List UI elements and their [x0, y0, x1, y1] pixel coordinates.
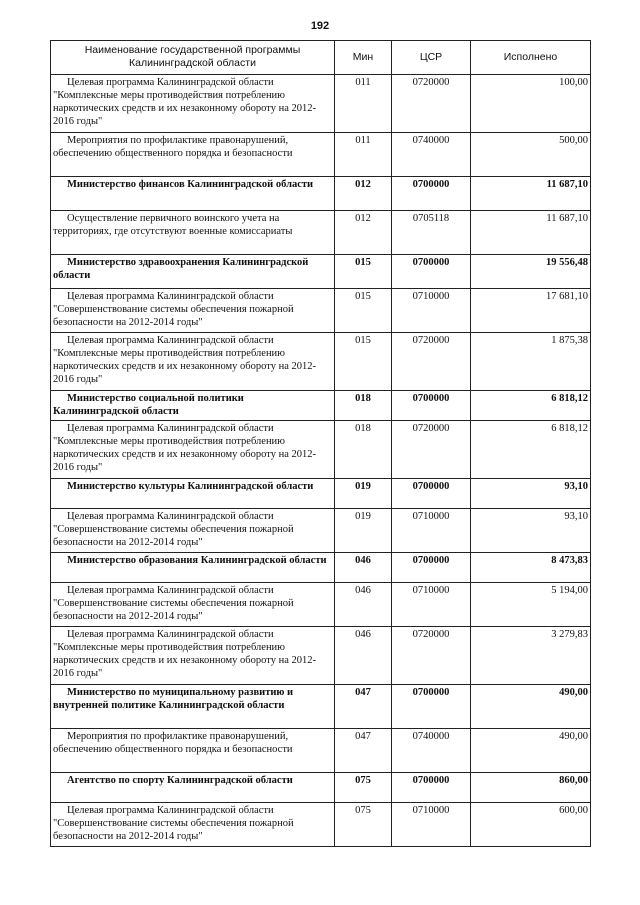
budget-table — [50, 40, 591, 847]
table-row-ministry — [51, 553, 591, 583]
cell-min: 019 — [335, 479, 392, 509]
cell-min: 015 — [335, 289, 392, 333]
table-row-ministry — [51, 177, 591, 211]
cell-name: Осуществление первичного воинского учета на территориях, где отсутствуют военные комиссариаты — [51, 211, 335, 255]
cell-name: Мероприятия по профилактике правонарушений, обеспечению общественного порядка и безопасности — [51, 133, 335, 177]
header-min: Мин — [335, 41, 392, 75]
cell-min: 011 — [335, 133, 392, 177]
cell-min: 018 — [335, 391, 392, 421]
cell-csr: 0710000 — [392, 583, 471, 627]
cell-name: Министерство социальной политики Калининградской области — [51, 391, 335, 421]
table-row — [51, 509, 591, 553]
cell-name: Целевая программа Калининградской области "Совершенствование системы обеспечения пожарной безопасности на 2012-2014 годы" — [51, 803, 335, 847]
cell-min: 046 — [335, 553, 392, 583]
cell-csr: 0705118 — [392, 211, 471, 255]
cell-csr: 0710000 — [392, 289, 471, 333]
cell-min: 047 — [335, 685, 392, 729]
cell-sum: 490,00 — [471, 685, 591, 729]
cell-csr: 0700000 — [392, 177, 471, 211]
cell-name: Агентство по спорту Калининградской области — [51, 773, 335, 803]
cell-name: Целевая программа Калининградской области "Комплексные меры противодействия потреблению наркотических средств и их незаконному обороту на 2012-2016 годы" — [51, 75, 335, 133]
cell-name: Министерство здравоохранения Калининградской области — [51, 255, 335, 289]
cell-sum: 490,00 — [471, 729, 591, 773]
cell-sum: 600,00 — [471, 803, 591, 847]
cell-csr: 0740000 — [392, 133, 471, 177]
cell-sum: 6 818,12 — [471, 391, 591, 421]
table-row-ministry — [51, 685, 591, 729]
table-row — [51, 729, 591, 773]
cell-csr: 0720000 — [392, 333, 471, 391]
cell-csr: 0710000 — [392, 803, 471, 847]
cell-name: Целевая программа Калининградской области "Комплексные меры противодействия потреблению наркотических средств и их незаконному обороту на 2012-2016 годы" — [51, 333, 335, 391]
cell-min: 075 — [335, 773, 392, 803]
cell-name: Министерство образования Калининградской области — [51, 553, 335, 583]
cell-name: Министерство культуры Калининградской области — [51, 479, 335, 509]
cell-min: 075 — [335, 803, 392, 847]
cell-csr: 0720000 — [392, 75, 471, 133]
cell-csr: 0720000 — [392, 627, 471, 685]
cell-csr: 0740000 — [392, 729, 471, 773]
cell-sum: 93,10 — [471, 509, 591, 553]
header-name: Наименование государственной программы Калининградской области — [51, 41, 335, 75]
table-row — [51, 289, 591, 333]
cell-sum: 8 473,83 — [471, 553, 591, 583]
cell-csr: 0700000 — [392, 553, 471, 583]
cell-csr: 0700000 — [392, 773, 471, 803]
cell-min: 011 — [335, 75, 392, 133]
table-body — [51, 75, 591, 847]
cell-csr: 0720000 — [392, 421, 471, 479]
cell-csr: 0700000 — [392, 479, 471, 509]
cell-csr: 0700000 — [392, 255, 471, 289]
cell-sum: 11 687,10 — [471, 177, 591, 211]
cell-sum: 6 818,12 — [471, 421, 591, 479]
cell-min: 012 — [335, 211, 392, 255]
table-row — [51, 421, 591, 479]
cell-csr: 0700000 — [392, 391, 471, 421]
header-csr: ЦСР — [392, 41, 471, 75]
cell-sum: 3 279,83 — [471, 627, 591, 685]
cell-min: 015 — [335, 333, 392, 391]
table-row — [51, 133, 591, 177]
table-row — [51, 333, 591, 391]
cell-sum: 17 681,10 — [471, 289, 591, 333]
table-row — [51, 803, 591, 847]
table-header-row — [51, 41, 591, 75]
cell-csr: 0700000 — [392, 685, 471, 729]
page-number: 192 — [310, 20, 330, 32]
cell-sum: 5 194,00 — [471, 583, 591, 627]
table-row-ministry — [51, 773, 591, 803]
table-row — [51, 211, 591, 255]
cell-sum: 500,00 — [471, 133, 591, 177]
cell-min: 012 — [335, 177, 392, 211]
table-row — [51, 75, 591, 133]
cell-csr: 0710000 — [392, 509, 471, 553]
cell-sum: 100,00 — [471, 75, 591, 133]
cell-sum: 19 556,48 — [471, 255, 591, 289]
table-row-ministry — [51, 255, 591, 289]
cell-name: Целевая программа Калининградской области "Совершенствование системы обеспечения пожарной безопасности на 2012-2014 годы" — [51, 289, 335, 333]
cell-min: 046 — [335, 627, 392, 685]
cell-name: Министерство по муниципальному развитию и внутренней политике Калининградской области — [51, 685, 335, 729]
cell-name: Министерство финансов Калининградской области — [51, 177, 335, 211]
cell-sum: 860,00 — [471, 773, 591, 803]
cell-min: 018 — [335, 421, 392, 479]
cell-sum: 1 875,38 — [471, 333, 591, 391]
table-row-ministry — [51, 391, 591, 421]
cell-min: 019 — [335, 509, 392, 553]
cell-name: Мероприятия по профилактике правонарушений, обеспечению общественного порядка и безопасности — [51, 729, 335, 773]
cell-min: 047 — [335, 729, 392, 773]
cell-name: Целевая программа Калининградской области "Комплексные меры противодействия потреблению наркотических средств и их незаконному обороту на 2012-2016 годы" — [51, 421, 335, 479]
table-row-ministry — [51, 479, 591, 509]
cell-name: Целевая программа Калининградской области "Совершенствование системы обеспечения пожарной безопасности на 2012-2014 годы" — [51, 583, 335, 627]
cell-sum: 11 687,10 — [471, 211, 591, 255]
cell-name: Целевая программа Калининградской области "Совершенствование системы обеспечения пожарной безопасности на 2012-2014 годы" — [51, 509, 335, 553]
cell-min: 015 — [335, 255, 392, 289]
table-row — [51, 583, 591, 627]
cell-name: Целевая программа Калининградской области "Комплексные меры противодействия потреблению наркотических средств и их незаконному обороту на 2012-2016 годы" — [51, 627, 335, 685]
table-row — [51, 627, 591, 685]
cell-min: 046 — [335, 583, 392, 627]
header-sum: Исполнено — [471, 41, 591, 75]
cell-sum: 93,10 — [471, 479, 591, 509]
